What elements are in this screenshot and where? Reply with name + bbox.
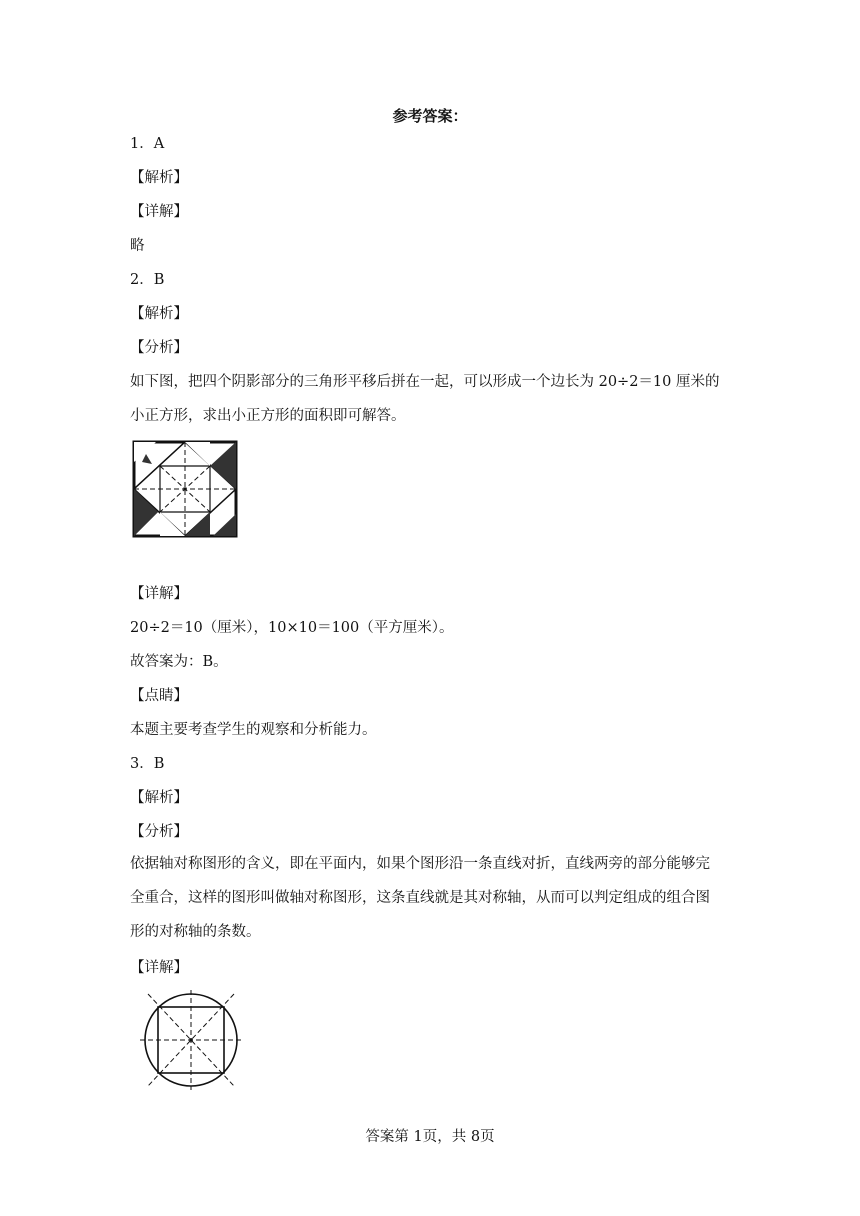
square-figure — [132, 440, 238, 538]
fenxi-heading-3: 【分析】 — [130, 824, 188, 840]
detail-heading-3: 【详解】 — [130, 960, 188, 976]
fenxi-text-3-line1: 依据轴对称图形的含义，即在平面内，如果个图形沿一条直线对折，直线两旁的部分能够完 — [130, 856, 710, 872]
analysis-heading-2: 【解析】 — [130, 306, 188, 322]
detail-text-1: 略 — [130, 238, 145, 254]
detail-heading-1: 【详解】 — [130, 204, 188, 220]
detail-text-2: 20÷2＝10（厘米），10×10＝100（平方厘米）。 — [130, 620, 454, 636]
fenxi-text-3-line2: 全重合，这样的图形叫做轴对称图形，这条直线就是其对称轴，从而可以判定组成的组合图 — [130, 890, 710, 906]
fenxi-text-2-line1: 如下图，把四个阴影部分的三角形平移后拼在一起，可以形成一个边长为 20÷2＝10 厘米的 — [130, 374, 720, 390]
page-footer: 答案第 1页，共 8页 — [365, 1129, 495, 1145]
circle-figure — [138, 990, 250, 1090]
fenxi-text-3-line3: 形的对称轴的条数。 — [130, 924, 261, 940]
answer-1: 1．A — [130, 136, 165, 152]
fenxi-text-2-line2: 小正方形，求出小正方形的面积即可解答。 — [130, 408, 406, 424]
answer-2: 2．B — [130, 272, 165, 288]
conclusion-2: 故答案为：B。 — [130, 654, 228, 670]
answer-3: 3．B — [130, 756, 165, 772]
fenxi-heading-2: 【分析】 — [130, 340, 188, 356]
analysis-heading-1: 【解析】 — [130, 170, 188, 186]
analysis-heading-3: 【解析】 — [130, 790, 188, 806]
dianjing-heading-2: 【点睛】 — [130, 688, 188, 704]
detail-heading-2: 【详解】 — [130, 586, 188, 602]
page-title: 参考答案： — [392, 107, 468, 125]
dianjing-text-2: 本题主要考查学生的观察和分析能力。 — [130, 722, 377, 738]
